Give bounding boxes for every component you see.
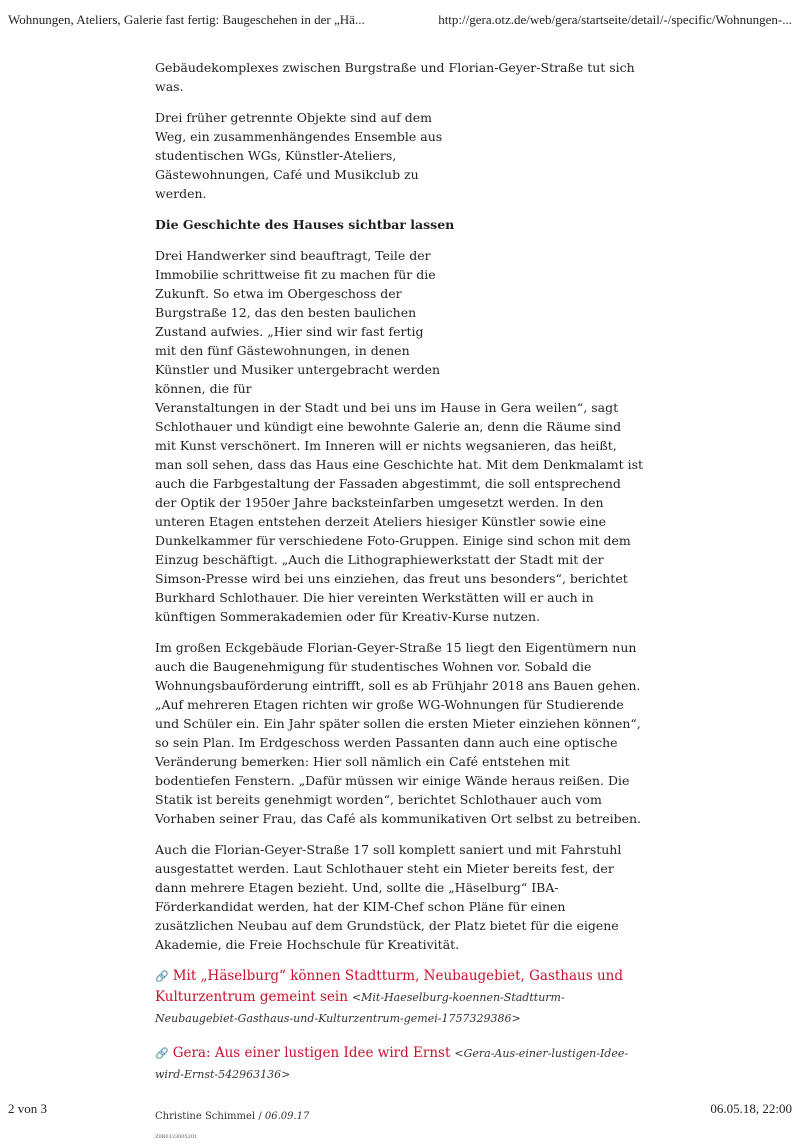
- document-id: Z0R0133005201: [155, 1134, 198, 1140]
- section-subheading: Die Geschichte des Hauses sichtbar lassen: [155, 217, 455, 232]
- author-name: Christine Schimmel: [155, 1111, 256, 1122]
- print-page-title: Wohnungen, Ateliers, Galerie fast fertig: Baugeschehen in der „Hä...: [8, 12, 365, 27]
- related-link-gera-idee[interactable]: [155, 1043, 645, 1085]
- related-link-text[interactable]: Gera: Aus einer lustigen Idee wird Ernst: [172, 1045, 451, 1061]
- related-link-text[interactable]: Mit „Häselburg“ können Stadtturm, Neubaugebiet, Gasthaus und Kulturzentrum gemeint sein: [155, 968, 623, 1005]
- paragraph-craftsmen: [155, 246, 645, 626]
- link-icon: 🔗: [155, 1047, 169, 1060]
- related-link-haeselburg[interactable]: [155, 966, 645, 1029]
- publish-date: 06.09.17: [264, 1111, 310, 1122]
- related-link-url: <Mit-Haeselburg-koennen-Stadtturm-Neubaugebiet-Gasthaus-und-Kulturzentrum-gemei-1757329386>: [155, 991, 565, 1025]
- link-icon: 🔗: [155, 970, 169, 983]
- paragraph-corner-building: Im großen Eckgebäude Florian-Geyer-Straße 15 liegt den Eigentümern nun auch die Baugenehmigung für studentisches Wohnen vor. Sobald die Wohnungsbauförderung eintrifft, soll es ab Frühjahr 2018 ans Bauen gehen. „Auf mehreren Etagen richten wir große WG-Wohnungen für Studierende und Schüler ein. Ein Jahr später sollen die ersten Mieter einziehen können“, so sein Plan. Im Erdgeschoss werden Passanten dann auch eine optische Veränderung bemerken: Hier soll nämlich ein Café entstehen mit bodentiefen Fenstern. „Dafür müssen wir einige Wände heraus reißen. Die Statik ist bereits genehmigt worden“, berichtet Schlothauer auch vom Vorhaben seiner Frau, das Café als kommunikativen Ort selbst zu betreiben.: [155, 640, 642, 826]
- related-link-url: <Gera-Aus-einer-lustigen-Idee-wird-Ernst-542963136>: [155, 1047, 629, 1081]
- page-number: 2 von 3: [8, 1101, 47, 1116]
- print-header: [8, 12, 792, 30]
- paragraph-craftsmen-cont: Veranstaltungen in der Stadt und bei uns im Hause in Gera weilen“, sagt Schlothauer und kündigt eine bewohnte Galerie an, denn die Räume sind mit Kunst verschönert. Im Inneren will er nichts wegsanieren, das heißt, man soll sehen, dass das Haus eine Geschichte hat. Mit dem Denkmalamt ist auch die Farbgestaltung der Fassaden abgestimmt, die soll entsprechend der Optik der 1950er Jahre backsteinfarben umgesetzt werden. In den unteren Etagen entstehen derzeit Ateliers hiesiger Künstler sowie eine Dunkelkammer für verschiedene Foto-Gruppen. Einige sind schon mit dem Einzug beschäftigt. „Auch die Lithographiewerkstatt der Stadt mit der Simson-Presse wird bei uns einziehen, das freut uns besonders“, berichtet Burkhard Schlothauer. Die hier vereinten Werkstätten will er auch in künftigen Sommerakademien oder für Kreativ-Kurse nutzen.: [155, 400, 644, 624]
- paragraph-florian-geyer-17: Auch die Florian-Geyer-Straße 17 soll komplett saniert und mit Fahrstuhl ausgestattet werden. Laut Schlothauer steht ein Mieter bereits fest, der dann mehrere Etagen bezieht. Und, sollte die „Häselburg“ IBA-Förderkandidat werden, hat der KIM-Chef schon Pläne für einen zusätzlichen Neubau auf dem Grundstück, der Platz bietet für die eigene Akademie, die Freie Hochschule für Kreativität.: [155, 842, 622, 952]
- byline-separator: /: [255, 1111, 265, 1122]
- paragraph-craftsmen-start: Drei Handwerker sind beauftragt, Teile der Immobilie schrittweise fit zu machen für die Zukunft. So etwa im Obergeschoss der Burgstraße 12, das den besten baulichen Zustand aufwies. „Hier sind wir fast fertig mit den fünf Gästewohnungen, in denen Künstler und Musiker untergebracht werden können, die für: [155, 248, 441, 396]
- print-page-url: http://gera.otz.de/web/gera/startseite/detail/-/specific/Wohnungen-...: [438, 12, 792, 27]
- paragraph-intro: Gebäudekomplexes zwischen Burgstraße und Florian-Geyer-Straße tut sich was.: [155, 60, 635, 94]
- paragraph-ensemble: Drei früher getrennte Objekte sind auf dem Weg, ein zusammenhängendes Ensemble aus studentischen WGs, Künstler-Ateliers, Gästewohnungen, Café und Musikclub zu werden.: [155, 110, 443, 201]
- print-footer: [8, 1101, 792, 1119]
- print-datetime: 06.05.18, 22:00: [710, 1101, 792, 1116]
- article-body: [155, 58, 645, 1147]
